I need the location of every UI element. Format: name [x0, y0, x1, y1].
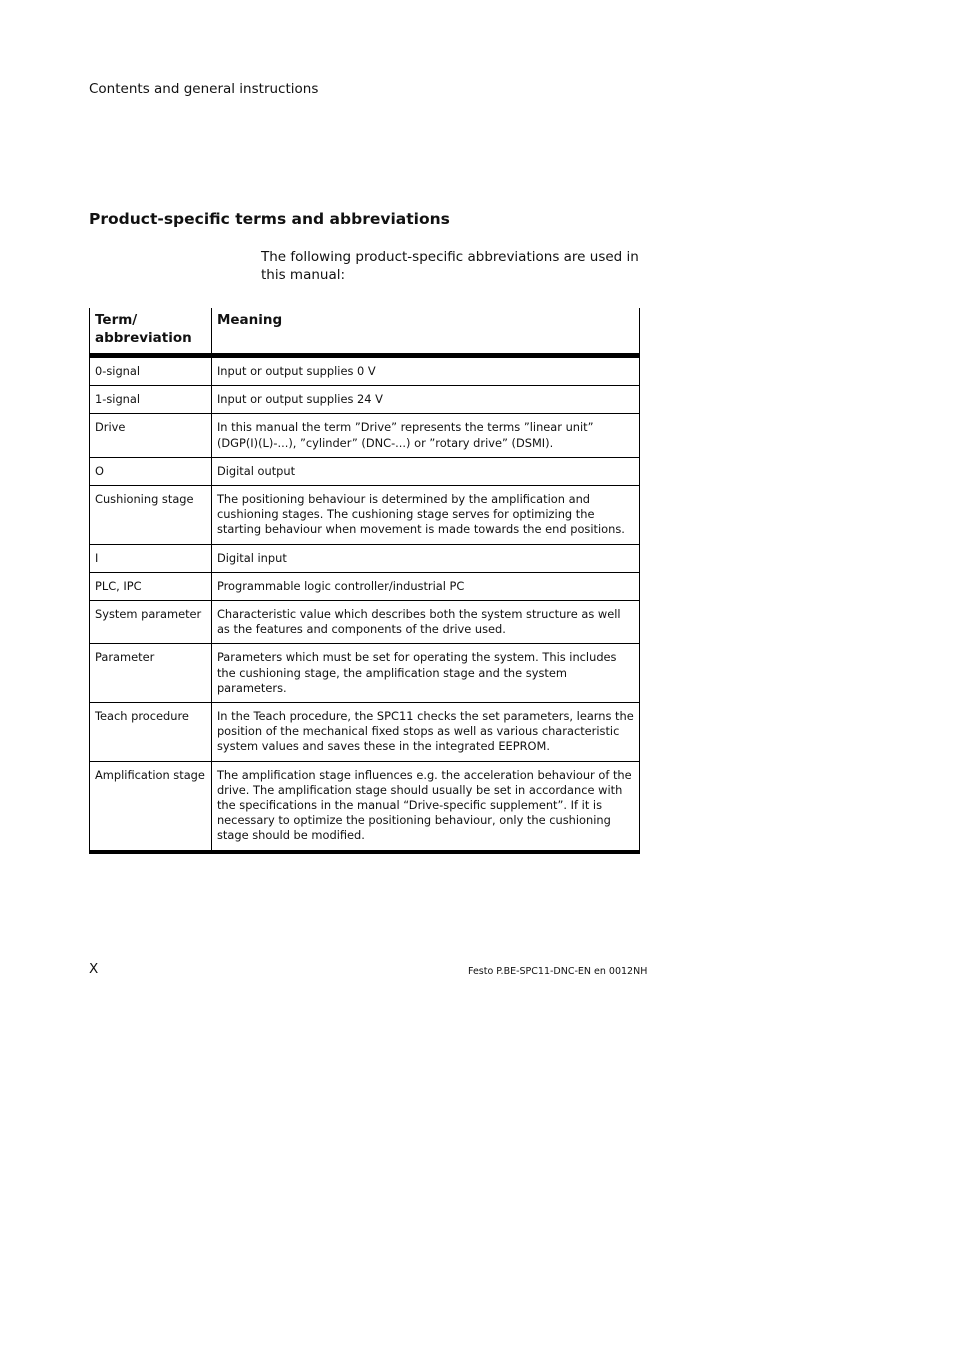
meaning-cell: In this manual the term ”Drive” represents the terms ”linear unit” (DGP(I)(L)-...), ”cylinder” (DNC-...) or ”rotary drive” (DSMI). [211, 414, 639, 457]
table-row [90, 486, 640, 545]
meaning-cell: Input or output supplies 0 V [211, 356, 639, 386]
document-reference: Festo P.BE-SPC11-DNC-EN en 0012NH [468, 966, 648, 977]
meaning-cell: Digital output [211, 457, 639, 485]
term-cell: Cushioning stage [90, 486, 212, 545]
table-row [90, 414, 640, 457]
table-header-row [90, 308, 640, 356]
column-header-meaning: Meaning [211, 308, 639, 356]
term-cell: PLC, IPC [90, 572, 212, 600]
term-cell: O [90, 457, 212, 485]
term-cell: Amplification stage [90, 761, 212, 852]
table-row [90, 644, 640, 703]
table-row [90, 601, 640, 644]
intro-paragraph: The following product-specific abbreviations are used in this manual: [261, 249, 639, 283]
term-cell: Parameter [90, 644, 212, 703]
table-row [90, 761, 640, 852]
meaning-cell: The amplification stage influences e.g. the acceleration behaviour of the drive. The amplification stage should usually be set in accordance with the specifications in the manual “Drive-specific supplement”. If it is necessary to optimize the positioning behaviour, only the cushioning stage should be modified. [211, 761, 639, 852]
meaning-cell: Digital input [211, 544, 639, 572]
meaning-cell: Parameters which must be set for operating the system. This includes the cushioning stage, the amplification stage and the system parameters. [211, 644, 639, 703]
meaning-cell: The positioning behaviour is determined by the amplification and cushioning stages. The cushioning stage serves for optimizing the starting behaviour when movement is made towards the end positions. [211, 486, 639, 545]
term-cell: Teach procedure [90, 703, 212, 762]
meaning-cell: Characteristic value which describes both the system structure as well as the features and components of the drive used. [211, 601, 639, 644]
section-title: Product-specific terms and abbreviations [89, 210, 450, 228]
table-row [90, 386, 640, 414]
abbreviations-table [89, 308, 640, 854]
term-cell: I [90, 544, 212, 572]
term-cell: 0-signal [90, 356, 212, 386]
meaning-cell: Input or output supplies 24 V [211, 386, 639, 414]
table-row [90, 356, 640, 386]
term-cell: Drive [90, 414, 212, 457]
table-row [90, 703, 640, 762]
page-number: X [89, 961, 99, 977]
column-header-term: Term/ abbreviation [90, 308, 212, 356]
table-row [90, 544, 640, 572]
meaning-cell: In the Teach procedure, the SPC11 checks the set parameters, learns the position of the mechanical fixed stops as well as various characteristic system values and saves these in the integrated EEPROM. [211, 703, 639, 762]
meaning-cell: Programmable logic controller/industrial PC [211, 572, 639, 600]
term-cell: 1-signal [90, 386, 212, 414]
running-header: Contents and general instructions [89, 81, 319, 97]
table-row [90, 457, 640, 485]
term-cell: System parameter [90, 601, 212, 644]
table-row [90, 572, 640, 600]
